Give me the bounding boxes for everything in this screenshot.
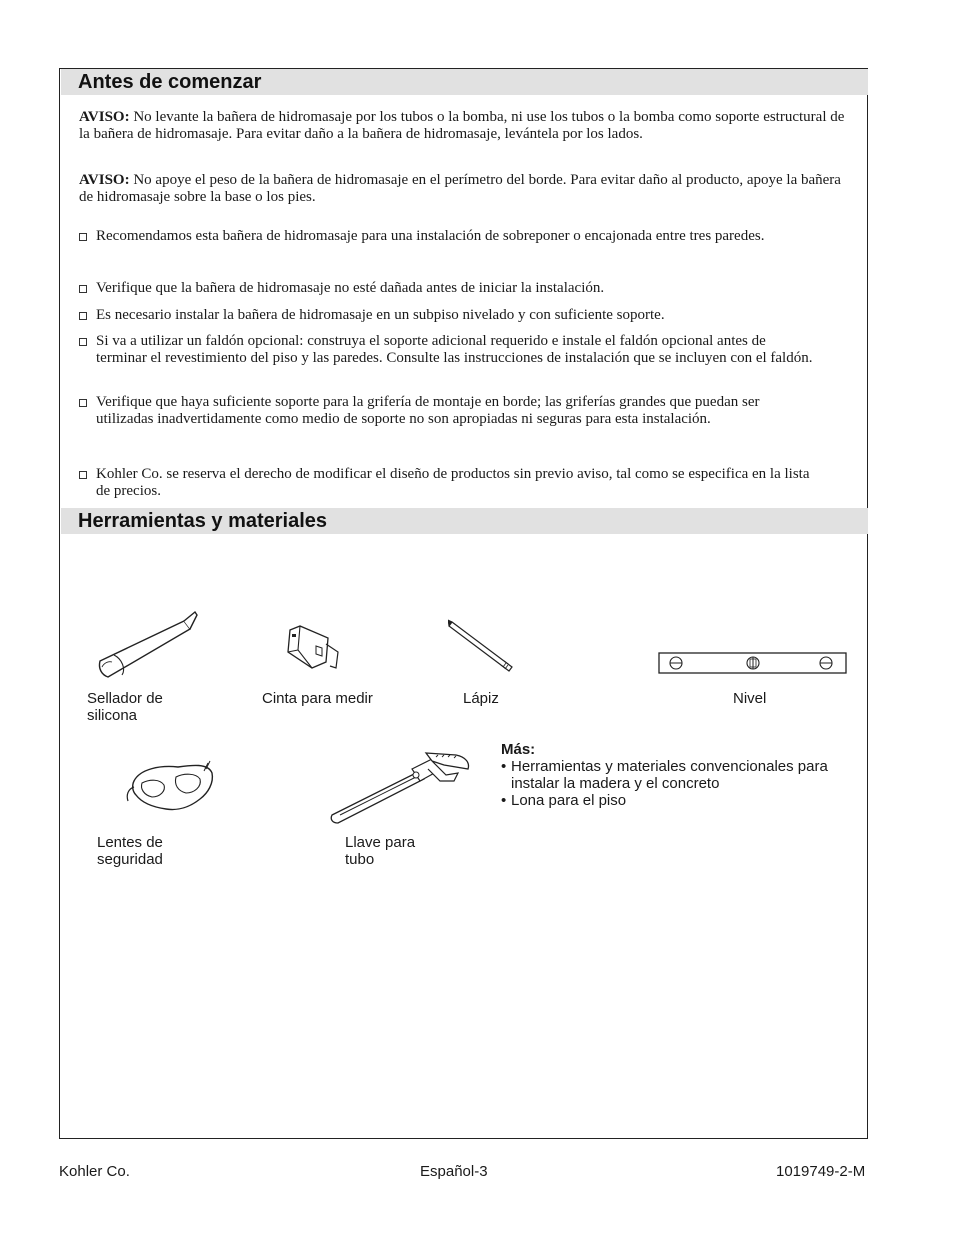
bullet-dot-icon: • <box>501 758 507 775</box>
silicone-sealant-icon <box>96 609 202 681</box>
bullet-dot-icon: • <box>501 792 507 809</box>
footer-company: Kohler Co. <box>59 1163 130 1180</box>
notice-paragraph <box>79 172 849 206</box>
checkbox-bullet-icon <box>79 233 87 241</box>
section-header-before-you-begin <box>61 69 868 95</box>
more-item <box>501 792 851 809</box>
bullet-text: Recomendamos esta bañera de hidromasaje para una instalación de sobreponer o encajonada entre tres paredes. <box>96 228 765 244</box>
section-title: Herramientas y materiales <box>78 510 328 532</box>
checkbox-bullet-icon <box>79 338 87 346</box>
bullet-text: Kohler Co. se reserva el derecho de modificar el diseño de productos sin previo aviso, tal como se especifica en la lista de precios. <box>96 466 810 499</box>
checkbox-bullet-icon <box>79 471 87 479</box>
more-item-text: Herramientas y materiales convencionales para instalar la madera y el concreto <box>511 758 828 792</box>
notice-label: AVISO: <box>79 109 130 125</box>
section-title: Antes de comenzar <box>78 71 262 93</box>
notice-text: No levante la bañera de hidromasaje por los tubos o la bomba, ni use los tubos o la bomba como soporte estructural de la bañera de hidromasaje. Para evitar daño a la bañera de hidromasaje, levántela por los lados. <box>79 109 845 142</box>
tool-label: Llave para tubo <box>345 834 416 868</box>
tool-label: Lentes de seguridad <box>97 834 163 868</box>
level-icon <box>658 652 848 675</box>
checkbox-bullet-icon <box>79 399 87 407</box>
more-materials-block <box>501 741 851 809</box>
pipe-wrench-icon <box>328 751 472 825</box>
tape-measure-icon <box>282 622 344 672</box>
bullet-text: Verifique que la bañera de hidromasaje no esté dañada antes de iniciar la instalación. <box>96 280 605 296</box>
checkbox-bullet-icon <box>79 285 87 293</box>
section-header-tools-materials <box>61 508 868 534</box>
more-item-text: Lona para el piso <box>511 792 627 809</box>
more-item <box>501 758 851 792</box>
notice-paragraph <box>79 109 849 143</box>
more-title: Más: <box>501 741 536 758</box>
checkbox-bullet-icon <box>79 312 87 320</box>
tool-label: Nivel <box>733 690 767 707</box>
safety-glasses-icon <box>120 759 216 817</box>
bullet-text: Si va a utilizar un faldón opcional: construya el soporte adicional requerido e instale el faldón opcional antes de terminar el revestimiento del piso y las paredes. Consulte las instrucciones de instalación que se incluyen con el faldón. <box>96 333 813 366</box>
tool-label: Sellador de silicona <box>87 690 163 724</box>
tool-label: Cinta para medir <box>262 690 373 707</box>
pencil-icon <box>448 618 520 672</box>
tool-label: Lápiz <box>463 690 499 707</box>
content-frame <box>59 68 868 1139</box>
footer-document-number: 1019749-2-M <box>776 1163 866 1180</box>
bullet-text: Es necesario instalar la bañera de hidromasaje en un subpiso nivelado y con suficiente soporte. <box>96 307 665 323</box>
notice-label: AVISO: <box>79 172 130 188</box>
footer-page-number: Español-3 <box>420 1163 488 1180</box>
bullet-text: Verifique que haya suficiente soporte para la grifería de montaje en borde; las griferías grandes que puedan ser utilizadas inadvertidamente como medio de soporte no son apropiadas ni seguras para esta instalación. <box>96 394 760 427</box>
notice-text: No apoye el peso de la bañera de hidromasaje en el perímetro del borde. Para evitar daño al producto, apoye la bañera de hidromasaje sobre la base o los pies. <box>79 172 841 205</box>
